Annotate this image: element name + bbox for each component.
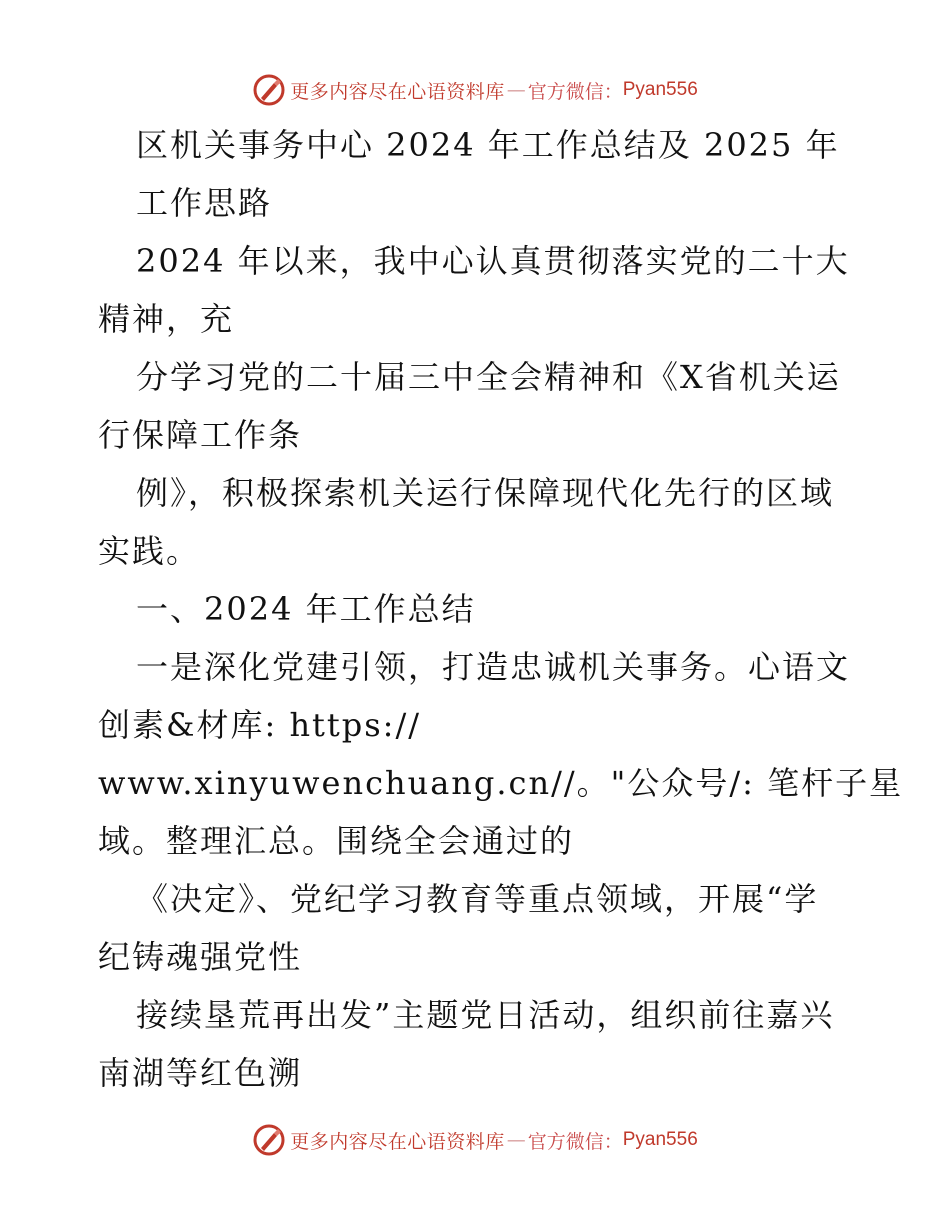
paragraph-line: 精神，充 — [98, 300, 235, 338]
paragraph-line: 2024 年以来，我中心认真贯彻落实党的二十大 — [136, 242, 850, 280]
paragraph-line: 行保障工作条 — [98, 416, 303, 454]
paragraph-line: 《决定》、党纪学习教育等重点领域，开展“学 — [136, 880, 819, 918]
paragraph-line: 域。整理汇总。围绕全会通过的 — [98, 822, 575, 860]
footer-watermark — [0, 1120, 950, 1160]
paragraph-line: www.xinyuwenchuang.cn//。"公众号/: 笔杆子星 — [98, 764, 904, 802]
watermark-title: 更多内容尽在心语资料库 — [290, 1130, 505, 1153]
watermark-wechat-id: Pyan556 — [622, 79, 698, 100]
doc-title-line-2: 工作思路 — [136, 184, 273, 222]
paragraph-line: 一是深化党建引领，打造忠诚机关事务。心语文 — [136, 648, 851, 686]
watermark-separator: — — [506, 79, 526, 101]
paragraph-line: 接续垦荒再出发”主题党日活动，组织前往嘉兴 — [136, 996, 835, 1034]
paragraph-line: 创素&材库: https:// — [98, 706, 422, 744]
pen-logo-icon — [252, 1123, 286, 1157]
watermark-wechat-label: 官方微信： — [527, 1130, 623, 1153]
pen-logo-icon — [252, 73, 286, 107]
paragraph-line: 纪铸魂强党性 — [98, 938, 303, 976]
paragraph-line: 例》，积极探索机关运行保障现代化先行的区域 — [136, 474, 835, 512]
document-body — [98, 116, 904, 1102]
paragraph-line: 实践。 — [98, 532, 201, 570]
watermark-wechat-id: Pyan556 — [622, 1129, 698, 1150]
watermark-title: 更多内容尽在心语资料库 — [290, 80, 505, 103]
section-heading: 一、2024 年工作总结 — [136, 590, 476, 628]
doc-title-line-1: 区机关事务中心 2024 年工作总结及 2025 年 — [136, 126, 840, 164]
watermark-wechat-label: 官方微信： — [527, 80, 623, 103]
watermark-separator: — — [506, 1129, 526, 1151]
header-watermark — [0, 70, 950, 110]
paragraph-line: 南湖等红色溯 — [98, 1054, 303, 1092]
paragraph-line: 分学习党的二十届三中全会精神和《X省机关运 — [136, 358, 841, 396]
